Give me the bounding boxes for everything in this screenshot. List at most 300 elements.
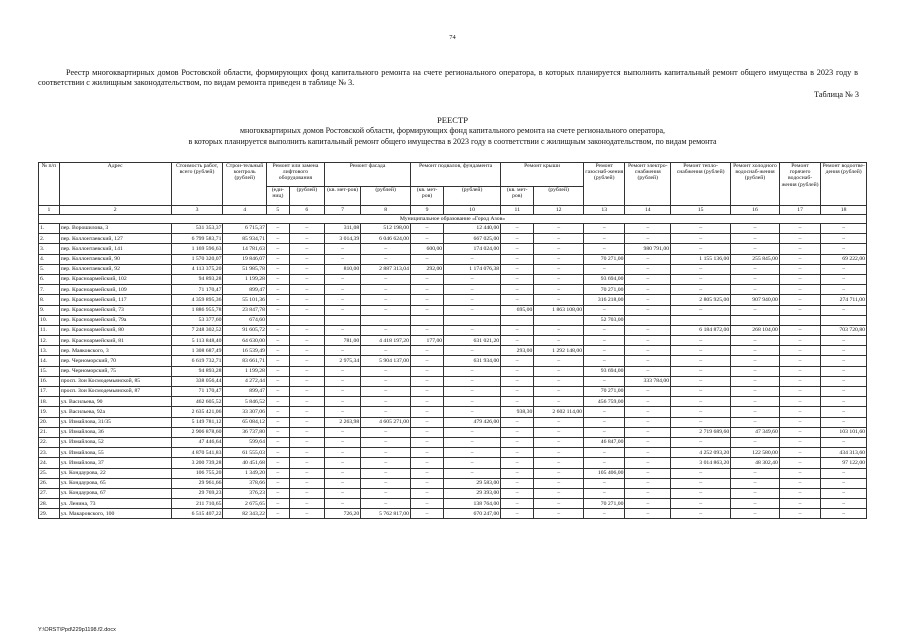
value-cell: 19 846,07 (223, 254, 267, 264)
value-cell: – (324, 346, 360, 356)
value-cell: 29 961,66 (171, 478, 223, 488)
value-cell: – (444, 366, 501, 376)
col-header-basement: Ремонт подвалов, фундамента (410, 163, 500, 187)
value-cell (324, 315, 360, 325)
value-cell: – (324, 397, 360, 407)
table-row (39, 407, 867, 417)
value-cell: 29 393,00 (444, 488, 501, 498)
value-cell: – (266, 274, 289, 284)
value-cell: – (266, 224, 289, 234)
value-cell: – (289, 488, 324, 498)
row-number: 29. (39, 509, 60, 519)
table-row (39, 366, 867, 376)
row-number: 14. (39, 356, 60, 366)
value-cell: – (361, 274, 411, 284)
row-number: 10. (39, 315, 60, 325)
value-cell: 3 200 739,28 (171, 458, 223, 468)
value-cell: 531 353,37 (171, 224, 223, 234)
value-cell: – (289, 407, 324, 417)
document-subtitle-line-1: многоквартирных домов Ростовской области, формирующих фонд капитального ремонта на счете регионального оператора, (239, 126, 666, 135)
column-number: 17 (779, 206, 820, 215)
value-cell: – (625, 499, 671, 509)
value-cell: – (289, 325, 324, 335)
value-cell: 907 940,00 (731, 295, 780, 305)
value-cell: – (289, 448, 324, 458)
value-cell: – (289, 295, 324, 305)
value-cell: – (410, 387, 443, 397)
value-cell: – (584, 234, 625, 244)
row-number: 21. (39, 427, 60, 437)
table-row (39, 499, 867, 509)
value-cell: – (410, 346, 443, 356)
address-cell: ул. Кондаурова, 67 (59, 488, 171, 498)
value-cell: – (584, 346, 625, 356)
value-cell: – (625, 407, 671, 417)
value-cell: – (410, 376, 443, 386)
value-cell: – (266, 346, 289, 356)
column-number: 13 (584, 206, 625, 215)
value-cell: – (625, 397, 671, 407)
value-cell: – (410, 488, 443, 498)
value-cell: – (671, 264, 731, 274)
value-cell: 55 101,36 (223, 295, 267, 305)
value-cell: – (671, 468, 731, 478)
value-cell: – (821, 509, 867, 519)
value-cell: – (821, 407, 867, 417)
value-cell: – (534, 437, 584, 447)
value-cell: 93 694,00 (584, 274, 625, 284)
value-cell: – (324, 407, 360, 417)
value-cell: – (410, 448, 443, 458)
value-cell: – (361, 387, 411, 397)
row-number: 19. (39, 407, 60, 417)
value-cell: 4 870 541,83 (171, 448, 223, 458)
value-cell: – (584, 417, 625, 427)
table-row (39, 274, 867, 284)
value-cell: – (534, 336, 584, 346)
value-cell: 71 170,47 (171, 387, 223, 397)
value-cell: – (444, 376, 501, 386)
value-cell: – (779, 356, 820, 366)
value-cell: – (821, 336, 867, 346)
value-cell: – (289, 509, 324, 519)
value-cell: 333 784,00 (625, 376, 671, 386)
value-cell: – (779, 234, 820, 244)
col-header-hot-water: Ремонт горячего водоснаб-жения (рублей) (779, 163, 820, 206)
value-cell: – (444, 254, 501, 264)
address-cell: пер. Красноармейский, 73 (59, 305, 171, 315)
column-numbers-row (39, 206, 867, 215)
address-cell: ул. Измайлова, 37 (59, 458, 171, 468)
value-cell: – (534, 264, 584, 274)
value-cell: – (361, 427, 411, 437)
value-cell: – (410, 285, 443, 295)
table-row (39, 448, 867, 458)
value-cell: – (779, 478, 820, 488)
value-cell: – (821, 244, 867, 254)
column-number: 10 (444, 206, 501, 215)
value-cell: – (731, 274, 780, 284)
value-cell: 2 263,98 (324, 417, 360, 427)
value-cell: – (444, 437, 501, 447)
value-cell: – (266, 427, 289, 437)
value-cell: 6 515 407,22 (171, 509, 223, 519)
table-row (39, 478, 867, 488)
value-cell: 1 292 148,00 (534, 346, 584, 356)
value-cell: 106 755,20 (171, 468, 223, 478)
value-cell: – (266, 407, 289, 417)
value-cell: – (779, 397, 820, 407)
address-cell: пер. Красноармейский, 80 (59, 325, 171, 335)
value-cell: 4 272,44 (223, 376, 267, 386)
value-cell: – (289, 224, 324, 234)
value-cell: 5 113 848,40 (171, 336, 223, 346)
document-subtitle-line-2: в которых планируется выполнить капитальный ремонт общего имущества в 2023 году в соответствии с жилищным законодательством, по видам ремонта (188, 137, 717, 146)
value-cell: – (731, 356, 780, 366)
row-number: 22. (39, 437, 60, 447)
row-number: 4. (39, 254, 60, 264)
value-cell: – (444, 468, 501, 478)
address-cell: ул. Ленина, 73 (59, 499, 171, 509)
value-cell: – (534, 366, 584, 376)
value-cell: – (361, 488, 411, 498)
value-cell: – (671, 509, 731, 519)
value-cell: – (779, 224, 820, 234)
value-cell: – (625, 234, 671, 244)
col-header-sewer: Ремонт водоотве-дения (рублей) (821, 163, 867, 206)
value-cell: – (410, 478, 443, 488)
value-cell: – (324, 285, 360, 295)
address-cell: пер. Коллонтаевский, 127 (59, 234, 171, 244)
value-cell: – (324, 499, 360, 509)
address-cell: ул. Васильева, 92а (59, 407, 171, 417)
value-cell: – (324, 458, 360, 468)
value-cell: – (289, 427, 324, 437)
value-cell: – (584, 376, 625, 386)
col-header-elevator: Ремонт или замена лифтового оборудования (266, 163, 324, 187)
value-cell: – (779, 285, 820, 295)
value-cell: 53 377,60 (171, 315, 223, 325)
value-cell (289, 315, 324, 325)
value-cell: 64 630,00 (223, 336, 267, 346)
value-cell: – (731, 264, 780, 274)
value-cell: 2 887 313,04 (361, 264, 411, 274)
value-cell: – (289, 264, 324, 274)
value-cell (731, 315, 780, 325)
value-cell: 103 101,60 (821, 427, 867, 437)
table-row (39, 336, 867, 346)
value-cell: – (534, 427, 584, 437)
value-cell: – (731, 509, 780, 519)
value-cell: – (625, 366, 671, 376)
value-cell: 52 703,00 (584, 315, 625, 325)
value-cell: 6 184 872,00 (671, 325, 731, 335)
value-cell: 16 539,49 (223, 346, 267, 356)
value-cell: – (501, 448, 534, 458)
value-cell (410, 315, 443, 325)
value-cell: – (410, 234, 443, 244)
value-cell: 899,47 (223, 387, 267, 397)
row-number: 26. (39, 478, 60, 488)
value-cell: – (584, 427, 625, 437)
value-cell: 5 149 781,12 (171, 417, 223, 427)
row-number: 2. (39, 234, 60, 244)
value-cell: 810,00 (324, 264, 360, 274)
value-cell: – (289, 478, 324, 488)
value-cell: – (779, 305, 820, 315)
value-cell: – (324, 376, 360, 386)
value-cell: – (410, 509, 443, 519)
row-number: 1. (39, 224, 60, 234)
value-cell: – (821, 417, 867, 427)
value-cell: – (534, 458, 584, 468)
value-cell: – (361, 478, 411, 488)
value-cell: – (410, 274, 443, 284)
value-cell: – (671, 336, 731, 346)
value-cell: – (821, 468, 867, 478)
value-cell: – (266, 417, 289, 427)
value-cell: – (324, 305, 360, 315)
value-cell: 1 349,20 (223, 468, 267, 478)
table-row (39, 387, 867, 397)
value-cell: – (266, 254, 289, 264)
value-cell: – (779, 468, 820, 478)
subheader-sqm: (кв. мет-ров) (501, 187, 534, 206)
value-cell: 93 694,00 (584, 366, 625, 376)
value-cell: – (731, 387, 780, 397)
value-cell: 5 904 137,00 (361, 356, 411, 366)
value-cell: – (501, 325, 534, 335)
value-cell: – (534, 509, 584, 519)
value-cell: – (779, 325, 820, 335)
value-cell: – (266, 244, 289, 254)
column-number: 18 (821, 206, 867, 215)
address-cell: пер. Красноармейский, 81 (59, 336, 171, 346)
value-cell: – (584, 244, 625, 254)
value-cell: – (289, 305, 324, 315)
value-cell: 292,00 (410, 264, 443, 274)
value-cell: – (501, 417, 534, 427)
value-cell: 1 570 320,07 (171, 254, 223, 264)
value-cell: – (731, 224, 780, 234)
municipality-row: Муниципальное образование «Город Азов» (39, 215, 867, 224)
value-cell: – (671, 387, 731, 397)
table-row (39, 417, 867, 427)
value-cell: – (324, 274, 360, 284)
value-cell: 70 271,00 (584, 387, 625, 397)
value-cell: – (671, 234, 731, 244)
value-cell: – (266, 336, 289, 346)
value-cell: 670 247,00 (444, 509, 501, 519)
value-cell: 255 845,00 (731, 254, 780, 264)
value-cell: – (584, 325, 625, 335)
value-cell (671, 315, 731, 325)
value-cell: – (821, 274, 867, 284)
value-cell: – (821, 488, 867, 498)
table-row (39, 427, 867, 437)
value-cell: – (731, 346, 780, 356)
value-cell: – (410, 397, 443, 407)
value-cell: – (625, 356, 671, 366)
value-cell: 83 661,71 (223, 356, 267, 366)
value-cell: – (671, 397, 731, 407)
value-cell: – (289, 417, 324, 427)
value-cell: 6 619 732,71 (171, 356, 223, 366)
column-number: 1 (39, 206, 60, 215)
value-cell: – (731, 397, 780, 407)
address-cell: пер. Коллонтаевский, 90 (59, 254, 171, 264)
value-cell: – (821, 499, 867, 509)
value-cell: – (289, 336, 324, 346)
value-cell: 65 084,12 (223, 417, 267, 427)
value-cell: – (779, 264, 820, 274)
value-cell: – (410, 325, 443, 335)
value-cell: – (625, 254, 671, 264)
table-row (39, 315, 867, 325)
value-cell: 268 104,00 (731, 325, 780, 335)
value-cell: – (625, 427, 671, 437)
value-cell: 174 024,00 (444, 244, 501, 254)
address-cell: пер. Маяковского, 3 (59, 346, 171, 356)
value-cell: – (266, 478, 289, 488)
value-cell: – (625, 417, 671, 427)
value-cell: – (444, 346, 501, 356)
address-cell: ул. Макаровского, 100 (59, 509, 171, 519)
value-cell: – (671, 407, 731, 417)
table-row (39, 325, 867, 335)
value-cell: 1 169 596,63 (171, 244, 223, 254)
value-cell: – (266, 234, 289, 244)
address-cell: ул. Измайлова, 55 (59, 448, 171, 458)
value-cell: – (671, 244, 731, 254)
value-cell: 5 846,52 (223, 397, 267, 407)
value-cell: 122 580,00 (731, 448, 780, 458)
table-row (39, 509, 867, 519)
value-cell: – (501, 478, 534, 488)
value-cell: 70 271,00 (584, 285, 625, 295)
value-cell: 512 198,00 (361, 224, 411, 234)
value-cell: – (584, 336, 625, 346)
value-cell: 2 635 421,06 (171, 407, 223, 417)
value-cell: 1 886 955,78 (171, 305, 223, 315)
address-cell: просп. Зои Космодемьянской, 87 (59, 387, 171, 397)
value-cell: – (779, 458, 820, 468)
column-number: 4 (223, 206, 267, 215)
value-cell: – (361, 244, 411, 254)
value-cell: 631 934,00 (444, 356, 501, 366)
value-cell: – (671, 224, 731, 234)
value-cell: – (324, 254, 360, 264)
value-cell: – (625, 488, 671, 498)
value-cell: – (671, 346, 731, 356)
address-cell: ул. Кондаурова, 65 (59, 478, 171, 488)
row-number: 16. (39, 376, 60, 386)
value-cell: – (289, 376, 324, 386)
value-cell: – (821, 305, 867, 315)
value-cell: – (821, 437, 867, 447)
value-cell: – (266, 499, 289, 509)
value-cell: 71 170,47 (171, 285, 223, 295)
value-cell: 7 248 302,52 (171, 325, 223, 335)
value-cell: – (534, 224, 584, 234)
value-cell (361, 315, 411, 325)
value-cell: – (289, 244, 324, 254)
value-cell: – (410, 417, 443, 427)
value-cell: 781,00 (324, 336, 360, 346)
value-cell: – (625, 295, 671, 305)
value-cell: – (779, 366, 820, 376)
value-cell: 2 675,65 (223, 499, 267, 509)
value-cell: 378,66 (223, 478, 267, 488)
value-cell: – (501, 376, 534, 386)
value-cell: 600,00 (410, 244, 443, 254)
value-cell: – (444, 274, 501, 284)
value-cell: 4 359 895,36 (171, 295, 223, 305)
value-cell: 47 446,64 (171, 437, 223, 447)
value-cell: 434 313,60 (821, 448, 867, 458)
column-number: 12 (534, 206, 584, 215)
value-cell: – (501, 387, 534, 397)
value-cell: – (731, 285, 780, 295)
value-cell: 29 583,00 (444, 478, 501, 488)
value-cell: – (779, 417, 820, 427)
value-cell: – (289, 458, 324, 468)
value-cell: – (266, 376, 289, 386)
col-header-total-cost: Стоимость работ, всего (рублей) (171, 163, 223, 206)
row-number: 27. (39, 488, 60, 498)
value-cell: 4 113 375,20 (171, 264, 223, 274)
value-cell: 1 308 687,49 (171, 346, 223, 356)
value-cell: – (289, 468, 324, 478)
value-cell: – (731, 488, 780, 498)
registry-table (38, 162, 867, 519)
value-cell: 14 781,63 (223, 244, 267, 254)
value-cell: – (444, 325, 501, 335)
value-cell: 91 605,72 (223, 325, 267, 335)
value-cell: 311,08 (324, 224, 360, 234)
value-cell (625, 315, 671, 325)
value-cell: – (501, 336, 534, 346)
column-number: 9 (410, 206, 443, 215)
value-cell: 70 271,00 (584, 499, 625, 509)
value-cell: – (361, 468, 411, 478)
value-cell: – (731, 336, 780, 346)
value-cell: – (501, 285, 534, 295)
value-cell: – (534, 478, 584, 488)
row-number: 9. (39, 305, 60, 315)
value-cell: – (444, 387, 501, 397)
value-cell: 2 906 878,60 (171, 427, 223, 437)
value-cell: – (266, 387, 289, 397)
value-cell: – (731, 437, 780, 447)
value-cell: – (731, 468, 780, 478)
value-cell: – (410, 224, 443, 234)
value-cell: 61 555,03 (223, 448, 267, 458)
value-cell: – (821, 356, 867, 366)
value-cell: 177,00 (410, 336, 443, 346)
value-cell: – (289, 397, 324, 407)
value-cell: – (779, 427, 820, 437)
row-number: 11. (39, 325, 60, 335)
address-cell: ул. Измайлова, 31/35 (59, 417, 171, 427)
subheader-rub: (рублей) (361, 187, 411, 206)
value-cell: – (324, 468, 360, 478)
table-row (39, 285, 867, 295)
value-cell: – (444, 458, 501, 468)
value-cell: – (779, 437, 820, 447)
row-number: 5. (39, 264, 60, 274)
value-cell: – (501, 274, 534, 284)
